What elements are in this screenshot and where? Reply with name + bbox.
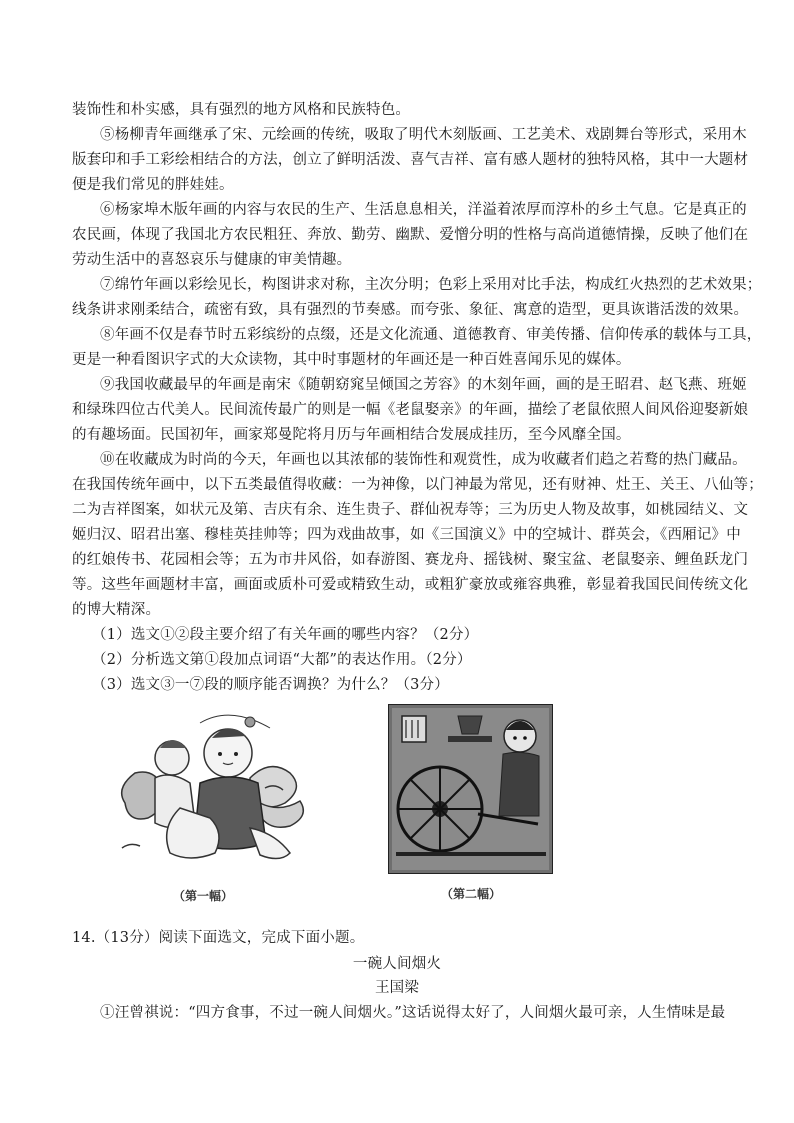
passage-line: 装饰性和朴实感，具有强烈的地方风格和民族特色。 [72,102,411,118]
new-year-painting-babies-image [100,708,325,878]
passage-line: ⑧年画不仅是春节时五彩缤纷的点缀，还是文化流通、道德教育、审美传播、信仰传承的载体与工具， [100,327,762,343]
question-2: （2）分析选文第①段加点词语“大都”的表达作用。（2分） [92,652,472,668]
passage-line: ⑦绵竹年画以彩绘见长，构图讲求对称，主次分明；色彩上采用对比手法，构成红火热烈的艺术效果； [100,277,762,293]
passage-line: 版套印和手工彩绘相结合的方法，创立了鲜明活泼、喜气吉祥、富有感人题材的独特风格，其中一大题材 [72,152,749,168]
passage-line: ①汪曾祺说：“四方食事，不过一碗人间烟火。”这话说得太好了，人间烟火最可亲，人生情味是最 [100,1005,726,1021]
passage-line: 线条讲求刚柔结合，疏密有致，具有强烈的节奏感。而夸张、象征、寓意的造型，更具诙谐活泼的效果。 [72,302,749,318]
passage-line: ⑥杨家埠木版年画的内容与农民的生产、生活息息相关，洋溢着浓厚而淳朴的乡土气息。它是真正的 [100,202,747,218]
question-3: （3）选文③一⑦段的顺序能否调换？为什么？（3分） [92,677,449,693]
passage-line: 二为吉祥图案，如状元及第、吉庆有余、连生贵子、群仙祝寿等；三为历史人物及故事，如桃园结义、文 [72,502,749,518]
passage-line: 劳动生活中的喜怒哀乐与健康的审美情趣。 [72,252,352,268]
passage-line: 便是我们常见的胖娃娃。 [72,177,234,193]
figure-2-caption: （第二幅） [441,887,502,901]
new-year-painting-spinning-wheel-image [388,704,553,874]
article-author: 王国梁 [374,980,420,996]
passage-line: 的博大精深。 [72,602,161,618]
passage-line: 在我国传统年画中，以下五类最值得收藏：一为神像，以门神最为常见，还有财神、灶王、关王、八仙等； [72,477,763,493]
passage-line: ⑤杨柳青年画继承了宋、元绘画的传统，吸取了明代木刻版画、工艺美术、戏剧舞台等形式，采用木 [100,127,747,143]
passage-line: 的有趣场面。民国初年，画家郑曼陀将月历与年画相结合发展成挂历，至今风靡全国。 [72,427,631,443]
passage-line: 的红娘传书、花园相会等；五为市井风俗，如春游图、赛龙舟、摇钱树、聚宝盆、老鼠娶亲、鲤鱼跃龙门 [72,552,749,568]
passage-line: ⑩在收藏成为时尚的今天，年画也以其浓郁的装饰性和观赏性，成为收藏者们趋之若鹜的热门藏品。 [100,452,747,468]
question-1: （1）选文①②段主要介绍了有关年画的哪些内容？（2分） [92,627,479,643]
figure-1-caption: （第一幅） [173,889,234,903]
passage-line: 农民画，体现了我国北方农民粗狂、奔放、勤劳、幽默、爱憎分明的性格与高尚道德情操，反映了他们在 [72,227,749,243]
passage-line: 和绿珠四位古代美人。民间流传最广的则是一幅《老鼠娶亲》的年画，描绘了老鼠依照人间风俗迎娶新娘 [72,402,749,418]
passage-line: 更是一种看图识字式的大众读物，其中时事题材的年画还是一种百姓喜闻乐见的媒体。 [72,352,631,368]
question-14-header: 14.（13分）阅读下面选文，完成下面小题。 [72,930,365,946]
passage-line: 等。这些年画题材丰富，画面或质朴可爱或精致生动，或粗犷豪放或雍容典雅，彰显着我国民间传统文化 [72,577,749,593]
passage-line: 姬归汉、昭君出塞、穆桂英挂帅等；四为戏曲故事，如《三国演义》中的空城计、群英会，《西厢记》中 [72,527,741,543]
passage-line: ⑨我国收藏最早的年画是南宋《随朝窈窕呈倾国之芳容》的木刻年画，画的是王昭君、赵飞燕、班姬 [100,377,747,393]
article-title: 一碗人间烟火 [352,956,442,972]
